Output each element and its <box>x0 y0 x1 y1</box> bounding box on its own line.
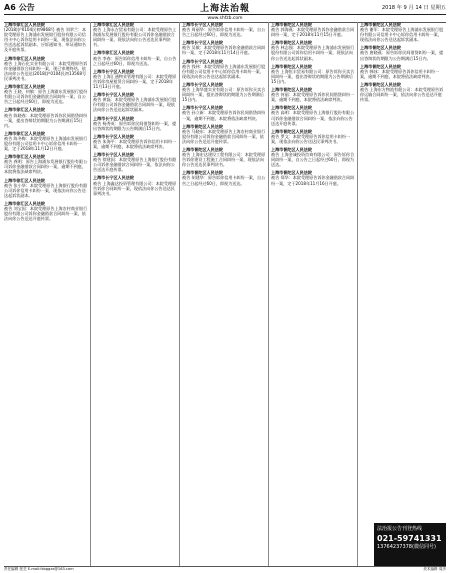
notice-item <box>271 129 355 144</box>
notice-title: 上海市普陀区人民法院 <box>271 170 312 176</box>
notice-title: 上海市普陀区人民法院 <box>360 81 401 87</box>
notice-body: 被告 上海汇通物业管理有限公司：本院受理原告诉你房屋租赁合同纠纷一案，定于2018年11月13日开庭。 <box>93 73 177 90</box>
ad-wechat: 13764237378(微信同号) <box>377 544 436 550</box>
notice-body: 被告 谢军：本院受理原告上海浦东发展银行股份有限公司信用卡中心诉你信用卡纠纷一案，现依法向你公告送达起诉状副本。 <box>360 27 444 43</box>
notice-item <box>93 116 177 131</box>
notice-title: 上海市普陀区人民法院 <box>271 128 312 134</box>
notice-body: 被告 杨秀英：原告诉你民间借贷纠纷一案，提出答辩状的期限为公告期满后15日内。 <box>93 120 177 131</box>
notice-title: 上海市普陀区人民法院 <box>182 170 223 176</box>
notice-title: 上海市普陀区人民法院 <box>271 63 312 69</box>
notice-columns <box>4 22 446 567</box>
notice-title: 上海市长宁区人民法院 <box>182 22 223 27</box>
notice-title: 上海市长宁区人民法院 <box>182 81 223 87</box>
notice-item <box>182 147 266 167</box>
notice-item <box>271 170 355 185</box>
notice-title: 上海市徐汇区人民法院 <box>4 22 45 27</box>
notice-body: 被告 上海石化实业有限公司：本院受理原告诉你金融借款合同纠纷一案，现已审理终结。依法向你公告送达(2018)沪0104民初13568号民事判决书。 <box>4 60 88 81</box>
notice-body: 被告 罗文：本院受理原告诉你信用卡纠纷一案，现依法向你公告送达民事判决书。 <box>271 133 351 144</box>
notice-item <box>4 131 88 151</box>
notice-body: 被告 上海恒丰贸易有限公司：原告诉你买卖合同纠纷一案，提出答辩状的期限为公告期满后15日内。 <box>271 68 355 84</box>
notice-item <box>4 178 88 198</box>
notice-item <box>93 152 177 172</box>
notice-title: 上海市徐汇区人民法院 <box>4 177 45 183</box>
notice-column <box>360 22 446 567</box>
notice-body: 被告 朱海平：本院受理原告诉你信用卡纠纷一案，逾期不到庭，本院将依法缺席判决。 <box>93 138 177 149</box>
notice-item <box>4 201 88 221</box>
notice-title: 上海市普陀区人民法院 <box>360 63 401 69</box>
notice-body: 被告 孙立新：本院受理原告诉你民间借贷纠纷一案，逾期不到庭，本院将依法缺席判决。 <box>182 110 266 121</box>
notice-title: 上海市徐汇区人民法院 <box>4 55 45 61</box>
notice-item <box>93 134 177 149</box>
notice-item <box>271 147 355 167</box>
notice-body: 被告 郑华：本院受理原告诉你金融借款合同纠纷一案，定于2018年11月16日开庭。 <box>271 175 355 186</box>
notice-body: 被告 刘宝国：本院受理原告上海农村商业银行股份有限公司诉你金融借款合同纠纷一案，依法向你公告送达开庭传票。 <box>4 206 88 222</box>
notice-body: 被告 李春：原告诉你信用卡纠纷一案，自公告之日起经过60日，即视为送达。 <box>93 55 177 66</box>
notice-item <box>360 22 444 42</box>
notice-body: 被告 上海金诚投资咨询有限公司：原告诉你合同纠纷一案，自公告之日起经过60日，即视为送达。 <box>271 152 355 168</box>
ad-phone: 021-59741331 <box>377 534 442 543</box>
notice-item <box>4 56 88 81</box>
notice-item <box>182 59 266 79</box>
notice-title: 上海市普陀区人民法院 <box>182 146 223 152</box>
notice-body: 被告 周丽华：原告诉你信用卡纠纷一案，自公告之日起经过60日，即视为送达。 <box>182 27 266 38</box>
masthead-left <box>4 2 144 13</box>
notice-column <box>4 22 91 567</box>
notice-item <box>93 22 177 47</box>
notice-column <box>271 22 358 567</box>
notice-title: 上海市普陀区人民法院 <box>271 105 312 111</box>
notice-title: 上海市普陀区人民法院 <box>182 123 223 129</box>
notice-item <box>182 170 266 185</box>
notice-item <box>271 64 355 84</box>
masthead-right <box>306 4 446 11</box>
notice-title: 上海市徐汇区人民法院 <box>93 50 134 56</box>
issue-date: 2018 年 9 月 14 日 <box>381 4 429 11</box>
notice-title: 上海市徐汇区人民法院 <box>4 84 45 90</box>
notice-item <box>271 40 355 60</box>
notice-item <box>93 92 177 112</box>
notice-item <box>182 105 266 120</box>
notice-body: 被告 胡建华：原告诉你信用卡纠纷一案，自公告之日起经过60日，即视为送达。 <box>182 175 266 186</box>
section-label: 公告 <box>18 1 35 12</box>
notice-body: 被告 黄磊：本院受理原告上海浦东发展银行股份有限公司诉你金融借款合同纠纷一案，现依法向你公告送达起诉状副本。 <box>93 97 177 113</box>
notice-item <box>4 154 88 174</box>
ad-line-1: 法治报公告刊登热线 <box>377 526 423 532</box>
notice-item <box>182 82 266 102</box>
notice-body: 被告 上海东方物流有限公司：本院受理原告诉你运输合同纠纷一案，依法向你公告送达开庭传票。 <box>360 87 444 103</box>
notice-title: 上海市徐汇区人民法院 <box>4 130 45 136</box>
notice-item <box>4 84 88 104</box>
ad-box <box>374 523 446 567</box>
notice-body: 被告 陈冬梅：本院受理原告上海浦东发展银行股份有限公司信用卡中心诉你信用卡纠纷一案，定于2018年11月12日开庭。 <box>4 135 88 152</box>
notice-body: (2018)沪0104民初9868号 被告 刘翠兰：本院受理原告上海浦东发展银行股份有限公司信用卡中心诉你信用卡纠纷一案，现依法向你公告送达起诉状副本、应诉通知书、举证通知书及开庭传票。 <box>4 27 87 53</box>
notice-body: 被告 上海宏达建设工程有限公司：本院受理原告诉你建设工程施工合同纠纷一案，现依法向你公告送达民事判决书。 <box>182 152 266 168</box>
notice-item <box>271 22 355 37</box>
notice-title: 上海市徐汇区人民法院 <box>4 200 45 206</box>
notice-title: 上海市长宁区人民法院 <box>93 115 134 121</box>
notice-item <box>360 82 444 102</box>
notice-title: 上海市普陀区人民法院 <box>271 22 312 27</box>
notice-body: 被告 吴敏：本院受理原告诉你金融借款合同纠纷一案，定于2018年11月14日开庭。 <box>182 45 266 56</box>
notice-title: 上海市徐汇区人民法院 <box>4 154 45 160</box>
notice-title: 上海市长宁区人民法院 <box>93 152 134 158</box>
notice-item <box>360 64 444 79</box>
notice-body: 被告 韩冰：本院受理原告诉你信用卡纠纷一案，逾期不到庭，本院将依法缺席判决。 <box>360 68 440 79</box>
notice-body: 被告 何丽：本院受理原告诉你民间借贷纠纷一案，逾期不到庭，本院将依法缺席判决。 <box>271 92 355 103</box>
notice-column <box>182 22 269 567</box>
notice-item <box>182 124 266 144</box>
notice-body: 被告 上海永吉贸易有限公司：本院受理原告上海浦东发展银行股份有限公司诉你金融借款合同纠纷一案，现依法向你公告送达民事判决书。 <box>93 27 177 48</box>
notice-title: 上海市长宁区人民法院 <box>93 92 134 98</box>
notice-body: 被告 林志强：本院受理原告上海浦东发展银行股份有限公司诉你信用卡纠纷一案，现依法向你公告送达起诉状副本。 <box>271 45 355 61</box>
notice-body: 被告 高明：本院受理原告上海银行股份有限公司诉你金融借款合同纠纷一案，依法向你公告送达开庭传票。 <box>271 110 355 126</box>
notice-item <box>271 87 355 102</box>
notice-body: 被告 龚明：原告上海浦东发展银行股份有限公司诉你金融借款合同纠纷一案，逾期不到庭，本院将依法缺席判决。 <box>4 159 88 175</box>
website: www.shfzb.com <box>4 15 446 23</box>
notice-title: 上海市普陀区人民法院 <box>271 146 312 152</box>
page-footer <box>4 566 446 573</box>
notice-item <box>4 22 88 53</box>
notice-item <box>182 22 266 37</box>
notice-title: 上海市长宁区人民法院 <box>93 133 134 139</box>
notice-body: 被告 上海华盛实业有限公司：原告诉你买卖合同纠纷一案，提出答辩状的期限为公告期满后15日内。 <box>182 87 266 103</box>
newspaper-title: 上海法治報 <box>199 3 250 14</box>
notice-item <box>93 69 177 89</box>
notice-body: 被告 张小华：本院受理原告上海银行股份有限公司诉你信用卡纠纷一案，现依法向你公告送达起诉状副本。 <box>4 182 88 198</box>
page-number: A6 <box>4 2 16 12</box>
notice-body: 被告 唐晓燕：原告诉你民间借贷纠纷一案，提出答辩状的期限为公告期满后15日内。 <box>360 50 444 61</box>
notice-item <box>93 175 177 195</box>
issue-weekday: 星期五 <box>430 4 446 11</box>
notice-body: 被告 郭海燕：本院受理原告诉你金融借款合同纠纷一案，定于2018年11月15日开庭。 <box>271 27 355 38</box>
notice-title: 上海市普陀区人民法院 <box>271 40 312 46</box>
notice-item <box>4 107 88 127</box>
notice-title: 上海市徐汇区人民法院 <box>93 22 134 27</box>
notice-body: 被告 上海鑫达投资管理有限公司：本院受理原告诉你合同纠纷一案，现依法向你公告送达民事判决书。 <box>93 180 177 196</box>
notice-item <box>271 105 355 125</box>
notice-title: 上海市长宁区人民法院 <box>93 68 134 74</box>
notice-body: 被告 陈晓春：本院受理原告诉你民间借贷纠纷一案，提出答辩状的期限为公告期满后15日内。 <box>4 112 88 128</box>
notice-title: 上海市长宁区人民法院 <box>93 175 134 181</box>
notice-title: 上海市长宁区人民法院 <box>182 58 223 64</box>
notice-title: 上海市长宁区人民法院 <box>182 40 223 46</box>
notice-item <box>182 40 266 55</box>
notice-title: 上海市普陀区人民法院 <box>360 45 401 51</box>
notice-title: 上海市徐汇区人民法院 <box>4 107 45 113</box>
notice-body: 被告 王晓、何敏：原告上海浦东发展银行股份有限公司诉你们金融借款合同纠纷一案，自公告之日起经过60日，即视为送达。 <box>4 89 88 105</box>
notice-title: 上海市普陀区人民法院 <box>360 22 401 27</box>
masthead <box>4 0 446 15</box>
notice-body: 被告 钱伟：本院受理原告上海浦东发展银行股份有限公司信用卡中心诉你信用卡纠纷一案，现依法向你公告送达起诉状副本。 <box>182 63 266 79</box>
notice-item <box>93 50 177 65</box>
footer-designer: 美术编辑 周彦 <box>423 567 446 571</box>
notice-column <box>93 22 180 567</box>
footer-editor: 责任编辑 张芸 E-mail:fzbggzx@163.com <box>4 567 74 571</box>
notice-body: 被告 马晓东：本院受理原告上海农村商业银行股份有限公司诉你金融借款合同纠纷一案，依法向你公告送达开庭传票。 <box>182 128 266 144</box>
notice-body: 被告 徐建国：本院受理原告上海银行股份有限公司诉你金融借款合同纠纷一案，依法向你公告送达开庭传票。 <box>93 157 177 173</box>
notice-item <box>360 45 444 60</box>
notice-title: 上海市长宁区人民法院 <box>182 105 223 111</box>
notice-title: 上海市普陀区人民法院 <box>271 87 312 93</box>
